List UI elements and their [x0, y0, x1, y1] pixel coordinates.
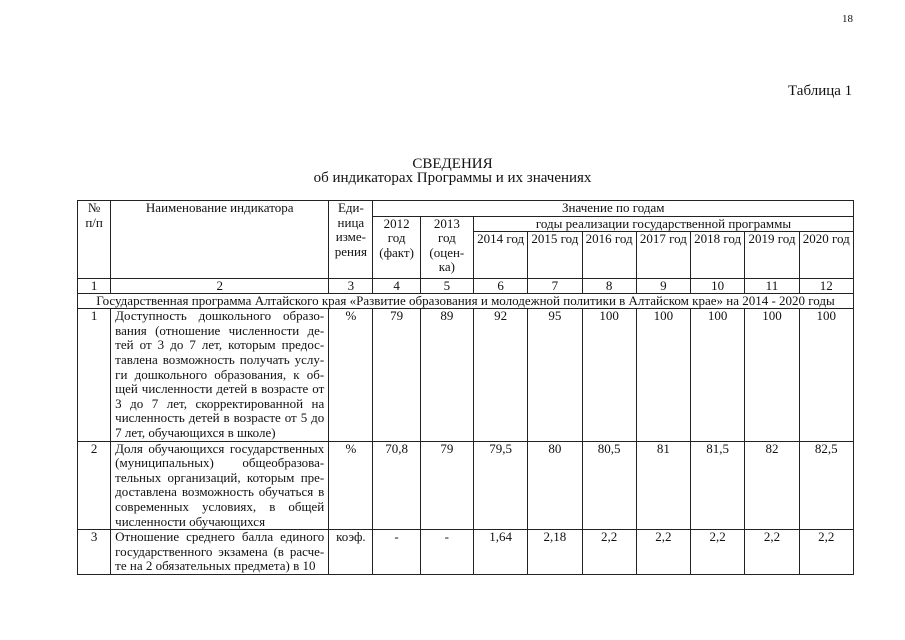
indicator-unit: %: [329, 309, 373, 441]
header-year: 2018 год: [691, 232, 745, 279]
indicator-unit: %: [329, 441, 373, 530]
value-cell: 81: [636, 441, 690, 530]
row-num: 1: [78, 309, 111, 441]
header-year: 2014 год: [473, 232, 527, 279]
table-row: [78, 441, 854, 530]
table-label: Таблица 1: [788, 83, 853, 99]
column-number: 11: [745, 279, 799, 294]
value-cell: 2,2: [636, 530, 690, 575]
header-values-by-year: Значение по годам: [373, 201, 854, 217]
value-cell: 2,2: [745, 530, 799, 575]
program-row: Государственная программа Алтайского края «Развитие образования и молодежной политики в Алтайском крае» на 2014 - 2020 годы: [78, 294, 854, 309]
value-cell: 2,18: [528, 530, 582, 575]
indicator-name: Доля обучающихся государственных (муниципальных) общеобразова-тельных организаций, которым пре-доставлена возможность обучаться в современных условиях, в общей численности обучающихся: [111, 441, 329, 530]
row-num: 3: [78, 530, 111, 575]
header-year: 2019 год: [745, 232, 799, 279]
value-cell: 82: [745, 441, 799, 530]
value-cell: 82,5: [799, 441, 853, 530]
value-cell: -: [373, 530, 420, 575]
header-year: 2020 год: [799, 232, 853, 279]
table-row: [78, 530, 854, 575]
value-cell: 1,64: [473, 530, 527, 575]
value-cell: 80,5: [582, 441, 636, 530]
value-cell: 2,2: [582, 530, 636, 575]
column-number: 7: [528, 279, 582, 294]
header-year: 2017 год: [636, 232, 690, 279]
header-num: № п/п: [78, 201, 111, 279]
value-cell: 70,8: [373, 441, 420, 530]
indicator-name: Отношение среднего балла единого государственного экзамена (в расче-те на 2 обязательных предмета) в 10: [111, 530, 329, 575]
title-line-2: об индикаторах Программы и их значениях: [313, 170, 592, 186]
value-cell: 100: [582, 309, 636, 441]
column-number: 6: [473, 279, 527, 294]
indicators-table: [77, 200, 854, 575]
column-number: 3: [329, 279, 373, 294]
header-2013: 2013 год (оцен-ка): [420, 216, 473, 279]
value-cell: 2,2: [691, 530, 745, 575]
page-number: 18: [842, 13, 853, 25]
column-number: 5: [420, 279, 473, 294]
header-year: 2015 год: [528, 232, 582, 279]
column-number: 2: [111, 279, 329, 294]
value-cell: 95: [528, 309, 582, 441]
header-name: Наименование индикатора: [111, 201, 329, 279]
indicator-unit: коэф.: [329, 530, 373, 575]
value-cell: 79: [420, 441, 473, 530]
column-number: 8: [582, 279, 636, 294]
column-number: 1: [78, 279, 111, 294]
column-number: 4: [373, 279, 420, 294]
value-cell: 100: [636, 309, 690, 441]
value-cell: 79,5: [473, 441, 527, 530]
value-cell: 100: [799, 309, 853, 441]
column-number: 10: [691, 279, 745, 294]
column-numbers-row: [78, 279, 854, 294]
value-cell: 92: [473, 309, 527, 441]
document-title: [0, 157, 905, 185]
value-cell: 81,5: [691, 441, 745, 530]
header-year: 2016 год: [582, 232, 636, 279]
header-implementation-years: годы реализации государственной программы: [473, 216, 853, 232]
title-line-1: СВЕДЕНИЯ: [412, 156, 493, 172]
header-unit: Еди-ница изме-рения: [329, 201, 373, 279]
value-cell: 79: [373, 309, 420, 441]
value-cell: 2,2: [799, 530, 853, 575]
indicator-name: Доступность дошкольного образо-вания (отношение численности де-тей от 3 до 7 лет, которым предос-тавлена возможность получать услу-ги дошкольного образования, к об-щей численности детей в возрасте от 3 до 7 лет, скорректированной на численность детей в возрасте от 5 до 7 лет, обучающихся в школе): [111, 309, 329, 441]
value-cell: 100: [691, 309, 745, 441]
column-number: 9: [636, 279, 690, 294]
row-num: 2: [78, 441, 111, 530]
column-number: 12: [799, 279, 853, 294]
value-cell: 89: [420, 309, 473, 441]
value-cell: 100: [745, 309, 799, 441]
value-cell: 80: [528, 441, 582, 530]
value-cell: -: [420, 530, 473, 575]
table-row: [78, 309, 854, 441]
header-2012: 2012 год (факт): [373, 216, 420, 279]
